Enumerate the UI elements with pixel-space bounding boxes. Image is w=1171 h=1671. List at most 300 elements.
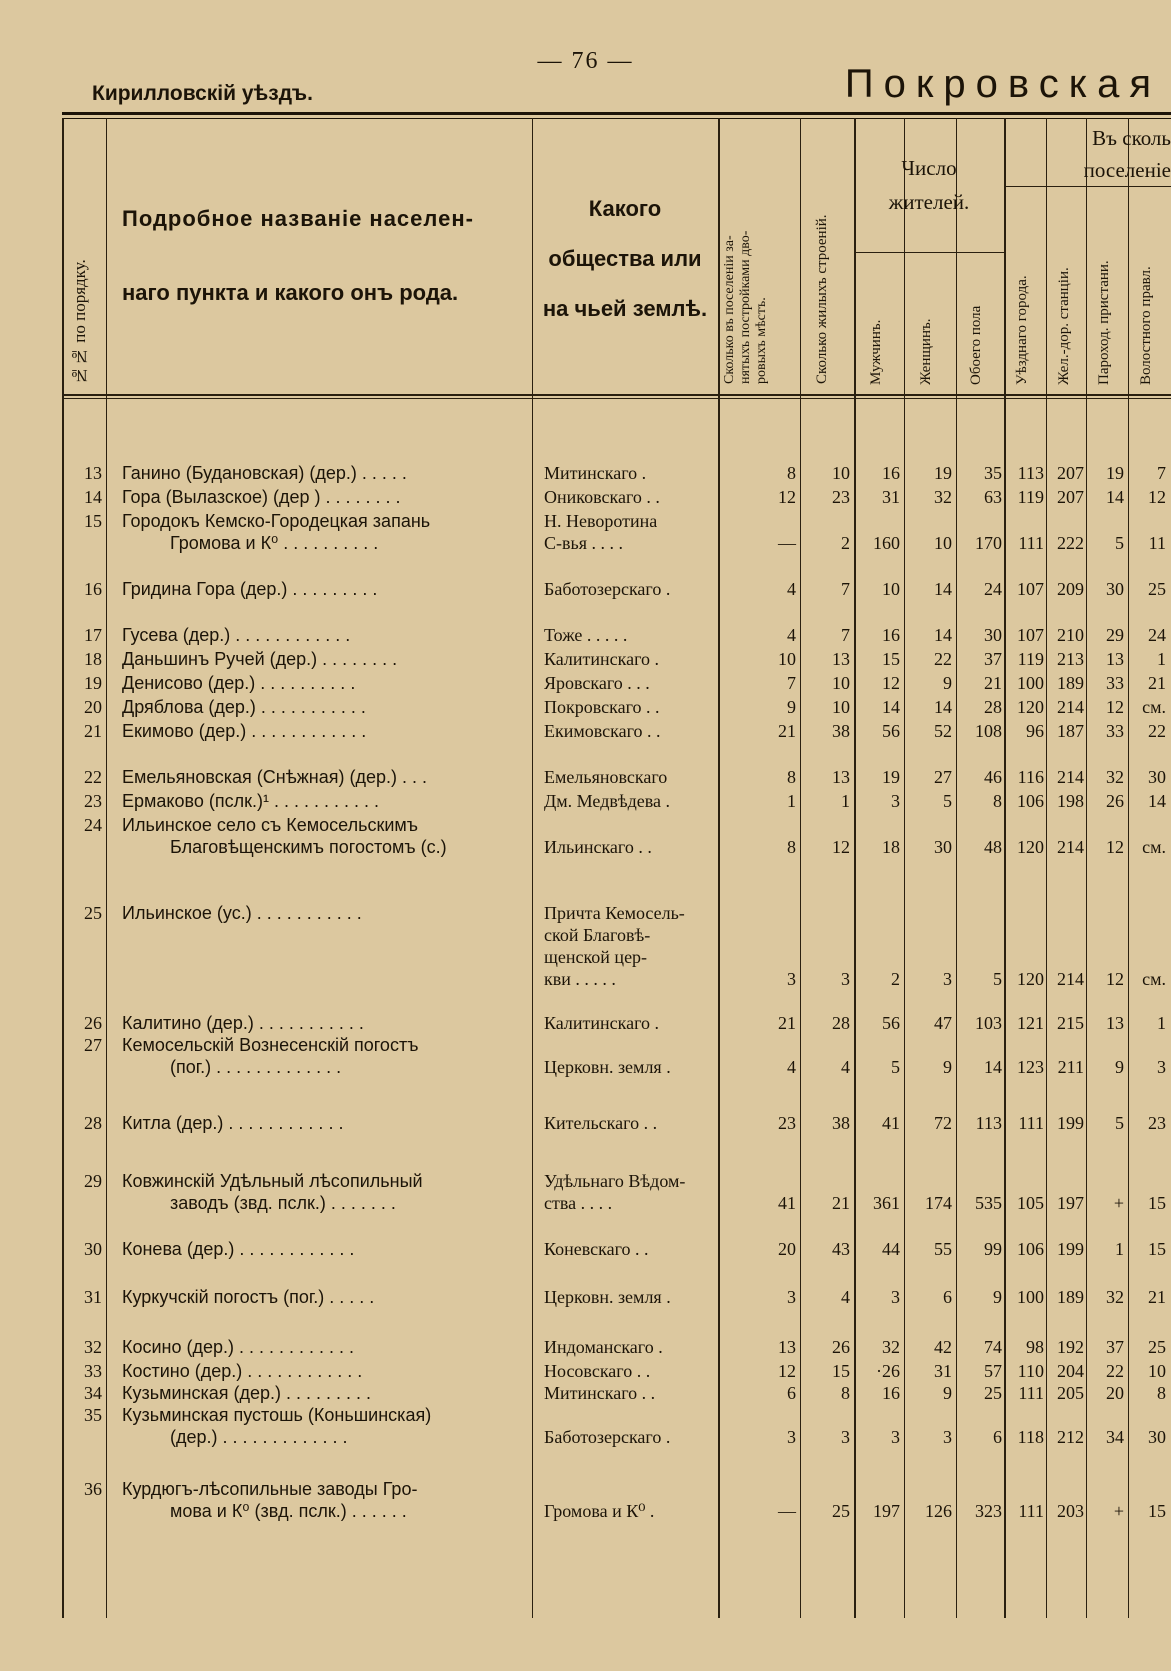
society-name: Яровскаго . . . <box>544 673 650 693</box>
cell-rail: 198 <box>1057 791 1084 811</box>
cell-both: 323 <box>975 1501 1002 1521</box>
society-name: Дм. Медвѣдева . <box>544 791 671 811</box>
cell-buildings: 4 <box>841 1057 850 1077</box>
cell-both: 28 <box>984 697 1002 717</box>
cell-plots: 4 <box>787 1057 796 1077</box>
cell-buildings: 10 <box>832 697 850 717</box>
cell-women: 14 <box>934 625 952 645</box>
cell-both: 46 <box>984 767 1002 787</box>
cell-pier: 12 <box>1106 969 1124 989</box>
cell-volost: 25 <box>1148 579 1166 599</box>
cell-town: 98 <box>1026 1337 1044 1357</box>
cell-men: 16 <box>882 625 900 645</box>
cell-plots: 7 <box>787 673 796 693</box>
cell-both: 108 <box>975 721 1002 741</box>
cell-volost: 23 <box>1148 1113 1166 1133</box>
society-name: кви . . . . . <box>544 969 616 989</box>
place-name: Громова и К⁰ . . . . . . . . . . <box>170 533 379 553</box>
cell-both: 37 <box>984 649 1002 669</box>
cell-pier: 19 <box>1106 463 1124 483</box>
row-number: 34 <box>84 1383 102 1403</box>
cell-both: 14 <box>984 1057 1002 1077</box>
cell-town: 118 <box>1017 1427 1044 1447</box>
cell-town: 100 <box>1017 673 1044 693</box>
place-name: Кемосельскій Вознесенскій погостъ <box>122 1035 419 1055</box>
row-number: 16 <box>84 579 102 599</box>
cell-pier: 30 <box>1106 579 1124 599</box>
cell-rail: 214 <box>1057 767 1084 787</box>
place-name: Даньшинъ Ручей (дер.) . . . . . . . . <box>122 649 398 669</box>
col-header-plots: Сколько въ поселеніи за- нятыхъ постройками дво- ровыхъ мѣстъ. <box>722 230 770 384</box>
cell-rail: 214 <box>1057 837 1084 857</box>
cell-men: 361 <box>873 1193 900 1213</box>
cell-rail: 192 <box>1057 1337 1084 1357</box>
society-name: Причта Кемосель- <box>544 903 685 923</box>
society-name: Удѣльнаго Вѣдом- <box>544 1171 686 1191</box>
row-number: 18 <box>84 649 102 669</box>
place-name: Костино (дер.) . . . . . . . . . . . . <box>122 1361 363 1381</box>
cell-men: 197 <box>873 1501 900 1521</box>
col-header-society-line1: Какого <box>588 196 662 221</box>
col-header-both: Обоего пола <box>968 305 984 385</box>
row-number: 27 <box>84 1035 102 1055</box>
cell-buildings: 28 <box>832 1013 850 1033</box>
cell-volost: 24 <box>1148 625 1166 645</box>
cell-buildings: 13 <box>832 649 850 669</box>
society-name: Емельяновскаго <box>544 767 668 787</box>
place-name: Кузьминская (дер.) . . . . . . . . . <box>122 1383 372 1403</box>
cell-plots: — <box>778 1501 796 1521</box>
cell-town: 106 <box>1017 791 1044 811</box>
cell-buildings: 12 <box>832 837 850 857</box>
cell-women: 32 <box>934 487 952 507</box>
cell-men: 56 <box>882 721 900 741</box>
cell-both: 25 <box>984 1383 1002 1403</box>
place-name: Ильинское (ус.) . . . . . . . . . . . <box>122 903 362 923</box>
cell-pier: + <box>1113 1193 1124 1213</box>
cell-pier: 13 <box>1106 1013 1124 1033</box>
row-number: 31 <box>84 1287 102 1307</box>
cell-pier: 34 <box>1106 1427 1124 1447</box>
cell-buildings: 10 <box>832 673 850 693</box>
place-name: Косино (дер.) . . . . . . . . . . . . <box>122 1337 355 1357</box>
cell-rail: 213 <box>1057 649 1084 669</box>
society-name: Церковн. земля . <box>544 1287 671 1307</box>
cell-pier: 32 <box>1106 1287 1124 1307</box>
col-header-name-line2: наго пункта и какого онъ рода. <box>122 280 459 305</box>
cell-women: 14 <box>934 579 952 599</box>
cell-women: 3 <box>943 1427 952 1447</box>
society-name: Носовскаго . . <box>544 1361 651 1381</box>
cell-both: 63 <box>984 487 1002 507</box>
cell-men: 32 <box>882 1337 900 1357</box>
cell-buildings: 3 <box>841 969 850 989</box>
cell-plots: 20 <box>778 1239 796 1259</box>
row-number: 25 <box>84 903 102 923</box>
cell-pier: 5 <box>1115 533 1124 553</box>
society-name: Н. Неворотина <box>544 511 658 531</box>
cell-men: 3 <box>891 791 900 811</box>
cell-men: 41 <box>882 1113 900 1133</box>
place-name: Екимово (дер.) . . . . . . . . . . . . <box>122 721 367 741</box>
society-name: Тоже . . . . . <box>544 625 628 645</box>
cell-buildings: 26 <box>832 1337 850 1357</box>
cell-both: 6 <box>993 1427 1002 1447</box>
cell-plots: 8 <box>787 837 796 857</box>
cell-rail: 189 <box>1057 673 1084 693</box>
place-name: Гридина Гора (дер.) . . . . . . . . . <box>122 579 378 599</box>
cell-women: 27 <box>934 767 952 787</box>
cell-buildings: 15 <box>832 1361 850 1381</box>
cell-buildings: 21 <box>832 1193 850 1213</box>
cell-town: 107 <box>1017 625 1044 645</box>
place-name: Курдюгъ-лѣсопильные заводы Гро- <box>122 1479 418 1499</box>
cell-volost: 30 <box>1148 767 1166 787</box>
society-name: Громова и К⁰ . <box>544 1501 655 1521</box>
cell-women: 174 <box>925 1193 952 1213</box>
cell-plots: 8 <box>787 463 796 483</box>
cell-town: 100 <box>1017 1287 1044 1307</box>
cell-pier: 22 <box>1106 1361 1124 1381</box>
cell-volost: 22 <box>1148 721 1166 741</box>
place-name: Ганино (Будановская) (дер.) . . . . . <box>122 463 407 483</box>
cell-plots: 9 <box>787 697 796 717</box>
cell-men: 14 <box>882 697 900 717</box>
cell-volost: 3 <box>1157 1057 1166 1077</box>
cell-town: 106 <box>1017 1239 1044 1259</box>
cell-town: 120 <box>1017 969 1044 989</box>
cell-plots: 8 <box>787 767 796 787</box>
col-header-distance-line1: Въ сколь <box>1092 126 1171 150</box>
row-number: 24 <box>84 815 102 835</box>
cell-buildings: 7 <box>841 625 850 645</box>
society-name: Баботозерскаго . <box>544 579 671 599</box>
cell-women: 47 <box>934 1013 952 1033</box>
cell-pier: 32 <box>1106 767 1124 787</box>
society-name: ства . . . . <box>544 1193 613 1213</box>
cell-men: 18 <box>882 837 900 857</box>
society-name: Калитинскаго . <box>544 1013 660 1033</box>
cell-rail: 207 <box>1057 487 1084 507</box>
cell-women: 6 <box>943 1287 952 1307</box>
cell-town: 111 <box>1018 1113 1044 1133</box>
society-name: Кительскаго . . <box>544 1113 658 1133</box>
cell-pier: 29 <box>1106 625 1124 645</box>
col-header-name-line1: Подробное названіе населен- <box>122 206 474 231</box>
cell-women: 22 <box>934 649 952 669</box>
cell-buildings: 13 <box>832 767 850 787</box>
row-number: 33 <box>84 1361 102 1381</box>
row-number: 29 <box>84 1171 102 1191</box>
cell-rail: 187 <box>1057 721 1084 741</box>
cell-plots: 4 <box>787 579 796 599</box>
row-number: 14 <box>84 487 102 507</box>
cell-pier: 37 <box>1106 1337 1124 1357</box>
cell-buildings: 3 <box>841 1427 850 1447</box>
cell-volost: 1 <box>1157 1013 1166 1033</box>
cell-pier: 1 <box>1115 1239 1124 1259</box>
cell-women: 42 <box>934 1337 952 1357</box>
place-name: Благовѣщенскимъ погостомъ (с.) <box>170 837 447 857</box>
society-name: Митинскаго . <box>544 463 647 483</box>
row-number: 20 <box>84 697 102 717</box>
cell-plots: 1 <box>787 791 796 811</box>
cell-plots: 21 <box>778 1013 796 1033</box>
col-header-distance-line2: поселеніе <box>1083 158 1171 182</box>
cell-rail: 222 <box>1057 533 1084 553</box>
cell-buildings: 23 <box>832 487 850 507</box>
cell-town: 123 <box>1017 1057 1044 1077</box>
row-number: 13 <box>84 463 102 483</box>
cell-both: 535 <box>975 1193 1002 1213</box>
cell-town: 107 <box>1017 579 1044 599</box>
cell-buildings: 43 <box>832 1239 850 1259</box>
place-name: Ковжинскій Удѣльный лѣсопильный <box>122 1171 423 1191</box>
place-name: Гора (Вылазское) (дер ) . . . . . . . . <box>122 487 401 507</box>
place-name: (пог.) . . . . . . . . . . . . . <box>170 1057 342 1077</box>
row-number: 23 <box>84 791 102 811</box>
cell-women: 10 <box>934 533 952 553</box>
cell-rail: 197 <box>1057 1193 1084 1213</box>
society-name: Митинскаго . . <box>544 1383 656 1403</box>
society-name: Церковн. земля . <box>544 1057 671 1077</box>
cell-volost: 1 <box>1157 649 1166 669</box>
col-header-women: Женщинъ. <box>918 318 934 385</box>
cell-plots: 3 <box>787 969 796 989</box>
cell-buildings: 4 <box>841 1287 850 1307</box>
cell-town: 120 <box>1017 837 1044 857</box>
cell-both: 8 <box>993 791 1002 811</box>
place-name: Калитино (дер.) . . . . . . . . . . . <box>122 1013 364 1033</box>
cell-volost: 14 <box>1148 791 1166 811</box>
cell-plots: 23 <box>778 1113 796 1133</box>
cell-buildings: 38 <box>832 721 850 741</box>
cell-pier: 14 <box>1106 487 1124 507</box>
society-name: щенской цер- <box>544 947 648 967</box>
cell-pier: + <box>1113 1501 1124 1521</box>
col-header-society-line2: общества или <box>548 246 702 271</box>
place-name: Ермаково (пслк.)¹ . . . . . . . . . . . <box>122 791 379 811</box>
cell-town: 110 <box>1017 1361 1044 1381</box>
cell-rail: 209 <box>1057 579 1084 599</box>
cell-town: 121 <box>1017 1013 1044 1033</box>
cell-women: 31 <box>934 1361 952 1381</box>
cell-pier: 13 <box>1106 649 1124 669</box>
place-name: Кузьминская пустошь (Коньшинская) <box>122 1405 432 1425</box>
cell-men: 16 <box>882 463 900 483</box>
cell-women: 14 <box>934 697 952 717</box>
cell-town: 120 <box>1017 697 1044 717</box>
cell-town: 111 <box>1018 1501 1044 1521</box>
cell-buildings: 25 <box>832 1501 850 1521</box>
row-number: 19 <box>84 673 102 693</box>
cell-town: 105 <box>1017 1193 1044 1213</box>
society-name: Коневскаго . . <box>544 1239 649 1259</box>
row-number: 15 <box>84 511 102 531</box>
cell-volost: 10 <box>1148 1361 1166 1381</box>
cell-men: 12 <box>882 673 900 693</box>
cell-women: 5 <box>943 791 952 811</box>
cell-women: 9 <box>943 1057 952 1077</box>
place-name: Гусева (дер.) . . . . . . . . . . . . <box>122 625 351 645</box>
cell-plots: 10 <box>778 649 796 669</box>
place-name: Ильинское село съ Кемосельскимъ <box>122 815 419 835</box>
col-header-town: Уѣзднаго города. <box>1014 275 1030 385</box>
cell-town: 96 <box>1026 721 1044 741</box>
col-header-pier: Пароход. пристани. <box>1096 260 1112 385</box>
society-name: Индоманскаго . <box>544 1337 663 1357</box>
cell-rail: 203 <box>1057 1501 1084 1521</box>
cell-men: 3 <box>891 1427 900 1447</box>
cell-plots: 13 <box>778 1337 796 1357</box>
cell-men: ·26 <box>876 1361 900 1381</box>
cell-volost: 15 <box>1148 1239 1166 1259</box>
top-rule <box>62 112 1171 115</box>
cell-both: 5 <box>993 969 1002 989</box>
cell-rail: 214 <box>1057 697 1084 717</box>
cell-both: 113 <box>975 1113 1002 1133</box>
cell-plots: 3 <box>787 1287 796 1307</box>
cell-rail: 212 <box>1057 1427 1084 1447</box>
cell-both: 99 <box>984 1239 1002 1259</box>
cell-both: 57 <box>984 1361 1002 1381</box>
cell-rail: 205 <box>1057 1383 1084 1403</box>
cell-volost: 7 <box>1157 463 1166 483</box>
cell-rail: 215 <box>1057 1013 1084 1033</box>
cell-rail: 207 <box>1057 463 1084 483</box>
page-number: — 76 — <box>537 48 634 74</box>
cell-volost: 8 <box>1157 1383 1166 1403</box>
cell-buildings: 10 <box>832 463 850 483</box>
cell-both: 35 <box>984 463 1002 483</box>
cell-town: 119 <box>1017 487 1044 507</box>
cell-men: 5 <box>891 1057 900 1077</box>
cell-pier: 5 <box>1115 1113 1124 1133</box>
cell-rail: 204 <box>1057 1361 1084 1381</box>
cell-buildings: 2 <box>841 533 850 553</box>
cell-volost: 15 <box>1148 1193 1166 1213</box>
cell-women: 55 <box>934 1239 952 1259</box>
row-number: 35 <box>84 1405 102 1425</box>
cell-men: 56 <box>882 1013 900 1033</box>
row-number: 17 <box>84 625 102 645</box>
cell-town: 113 <box>1017 463 1044 483</box>
place-name: (дер.) . . . . . . . . . . . . . <box>170 1427 348 1447</box>
cell-pier: 12 <box>1106 697 1124 717</box>
cell-women: 30 <box>934 837 952 857</box>
society-name: ской Благовѣ- <box>544 925 651 945</box>
place-name: мова и К⁰ (звд. пслк.) . . . . . . <box>170 1501 407 1521</box>
cell-volost: см. <box>1142 837 1166 857</box>
place-name: Конева (дер.) . . . . . . . . . . . . <box>122 1239 355 1259</box>
district-title: Кирилловскій уѣздъ. <box>92 82 313 105</box>
cell-both: 48 <box>984 837 1002 857</box>
cell-buildings: 7 <box>841 579 850 599</box>
cell-plots: 12 <box>778 487 796 507</box>
cell-pier: 33 <box>1106 673 1124 693</box>
cell-women: 9 <box>943 673 952 693</box>
cell-both: 24 <box>984 579 1002 599</box>
col-header-residents-line2: жителей. <box>888 190 970 214</box>
place-name: заводъ (звд. пслк.) . . . . . . . <box>170 1193 396 1213</box>
society-name: С-вья . . . . <box>544 533 623 553</box>
row-number: 30 <box>84 1239 102 1259</box>
cell-rail: 210 <box>1057 625 1084 645</box>
place-name: Емельяновская (Снѣжная) (дер.) . . . <box>122 767 427 787</box>
cell-men: 3 <box>891 1287 900 1307</box>
cell-volost: 21 <box>1148 1287 1166 1307</box>
society-name: Баботозерскаго . <box>544 1427 671 1447</box>
cell-town: 116 <box>1017 767 1044 787</box>
society-name: Покровскаго . . <box>544 697 660 717</box>
cell-volost: см. <box>1142 697 1166 717</box>
cell-rail: 189 <box>1057 1287 1084 1307</box>
cell-men: 10 <box>882 579 900 599</box>
cell-pier: 33 <box>1106 721 1124 741</box>
cell-women: 72 <box>934 1113 952 1133</box>
place-name: Городокъ Кемско-Городецкая запань <box>122 511 431 531</box>
place-name: Куркучскій погостъ (пог.) . . . . . <box>122 1287 375 1307</box>
cell-men: 31 <box>882 487 900 507</box>
cell-men: 16 <box>882 1383 900 1403</box>
cell-men: 44 <box>882 1239 900 1259</box>
cell-women: 19 <box>934 463 952 483</box>
cell-both: 21 <box>984 673 1002 693</box>
row-number: 36 <box>84 1479 102 1499</box>
cell-men: 160 <box>873 533 900 553</box>
cell-town: 119 <box>1017 649 1044 669</box>
cell-rail: 211 <box>1057 1057 1084 1077</box>
cell-both: 30 <box>984 625 1002 645</box>
cell-both: 170 <box>975 533 1002 553</box>
cell-pier: 12 <box>1106 837 1124 857</box>
cell-rail: 199 <box>1057 1239 1084 1259</box>
cell-volost: 25 <box>1148 1337 1166 1357</box>
cell-women: 3 <box>943 969 952 989</box>
cell-buildings: 8 <box>841 1383 850 1403</box>
cell-pier: 26 <box>1106 791 1124 811</box>
col-header-residents-line1: Число <box>901 156 957 180</box>
cell-volost: см. <box>1142 969 1166 989</box>
cell-women: 9 <box>943 1383 952 1403</box>
col-header-volost: Волостного правл. <box>1138 266 1154 385</box>
cell-rail: 214 <box>1057 969 1084 989</box>
society-name: Калитинскаго . <box>544 649 660 669</box>
row-number: 26 <box>84 1013 102 1033</box>
row-number: 32 <box>84 1337 102 1357</box>
society-name: Ильинскаго . . <box>544 837 652 857</box>
cell-men: 15 <box>882 649 900 669</box>
col-header-men: Мужчинъ. <box>868 319 884 385</box>
cell-buildings: 1 <box>841 791 850 811</box>
society-name: Екимовскаго . . <box>544 721 661 741</box>
cell-pier: 20 <box>1106 1383 1124 1403</box>
cell-pier: 9 <box>1115 1057 1124 1077</box>
cell-rail: 199 <box>1057 1113 1084 1133</box>
row-number: 22 <box>84 767 102 787</box>
place-name: Дряблова (дер.) . . . . . . . . . . . <box>122 697 366 717</box>
cell-town: 111 <box>1018 1383 1044 1403</box>
col-header-buildings: Сколько жилыхъ строеній. <box>814 214 830 384</box>
cell-plots: 12 <box>778 1361 796 1381</box>
cell-plots: 4 <box>787 625 796 645</box>
cell-plots: 6 <box>787 1383 796 1403</box>
cell-plots: 41 <box>778 1193 796 1213</box>
cell-both: 9 <box>993 1287 1002 1307</box>
col-header-no: №№ по порядку. <box>70 259 89 385</box>
society-name: Ониковскаго . . <box>544 487 660 507</box>
cell-volost: 21 <box>1148 673 1166 693</box>
